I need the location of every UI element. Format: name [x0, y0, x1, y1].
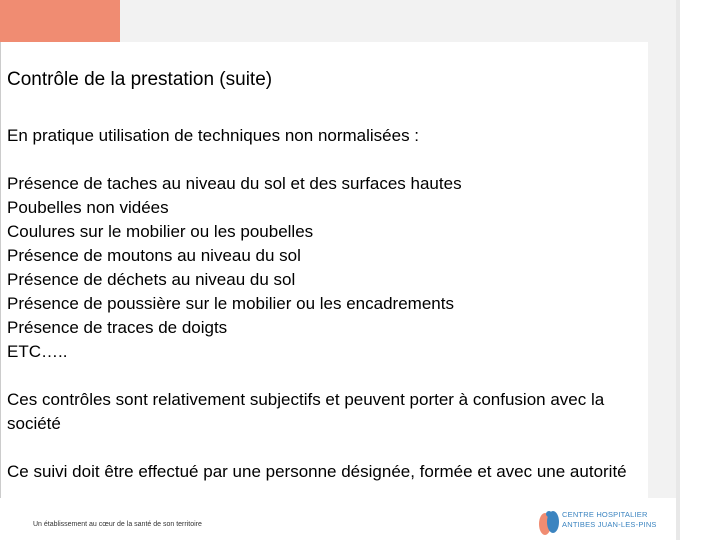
right-edge-strip [676, 0, 680, 540]
list-item: Poubelles non vidées [7, 198, 169, 217]
right-side-band [648, 42, 676, 498]
logo-line-2: ANTIBES JUAN-LES-PINS [562, 520, 657, 529]
list-item: Présence de poussière sur le mobilier ou les encadrements [7, 294, 454, 313]
list-item: Présence de moutons au niveau du sol [7, 246, 301, 265]
criteria-list [7, 172, 647, 364]
follow-up-paragraph: Ce suivi doit être effectué par une personne désignée, formée et avec une autorité [7, 462, 627, 481]
slide-body [7, 124, 647, 484]
hospital-logo [538, 508, 678, 538]
list-item: Présence de taches au niveau du sol et des surfaces hautes [7, 174, 462, 193]
list-item: Présence de déchets au niveau du sol [7, 270, 296, 289]
hospital-emblem-icon [538, 509, 560, 537]
intro-text: En pratique utilisation de techniques non normalisées : [7, 126, 420, 145]
list-item: ETC….. [7, 342, 68, 361]
list-item: Coulures sur le mobilier ou les poubelles [7, 222, 314, 241]
header-accent-block [0, 0, 120, 42]
logo-line-1: CENTRE HOSPITALIER [562, 510, 648, 519]
subjectivity-paragraph: Ces contrôles sont relativement subjectifs et peuvent porter à confusion avec la société [7, 390, 605, 433]
list-item: Présence de traces de doigts [7, 318, 228, 337]
slide-title: Contrôle de la prestation (suite) [7, 69, 273, 90]
left-border-line [0, 42, 1, 498]
footer-tagline: Un établissement au cœur de la santé de son territoire [33, 521, 202, 528]
header-band [120, 0, 676, 42]
